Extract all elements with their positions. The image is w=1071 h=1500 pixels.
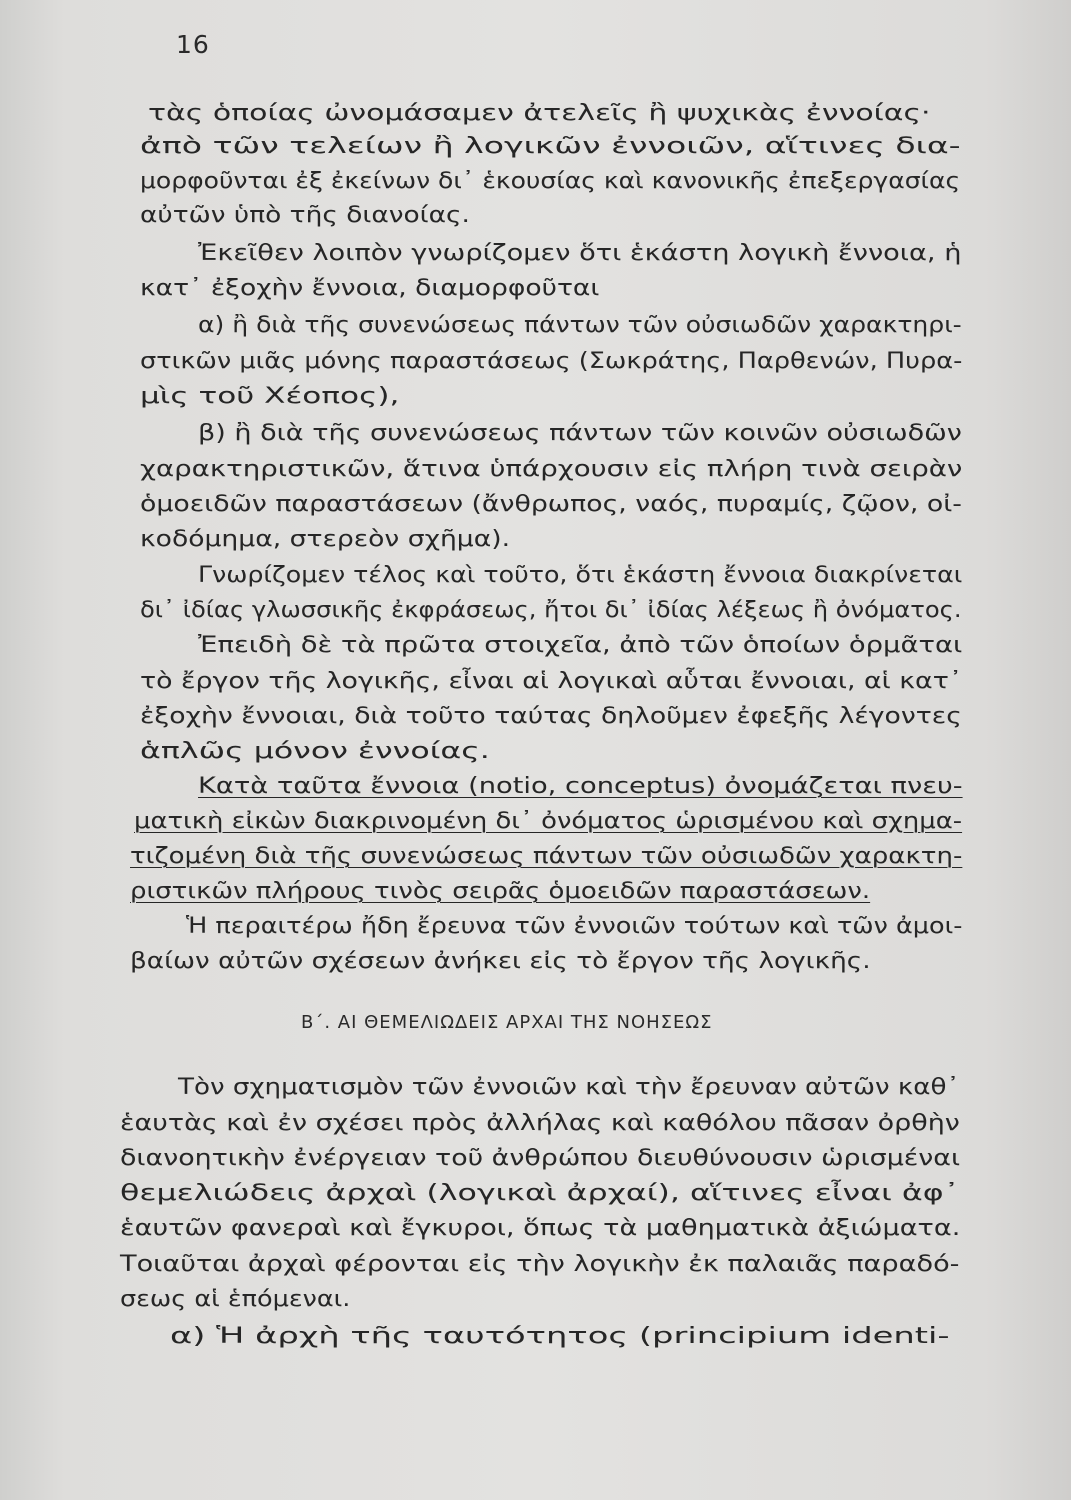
text-line: μὶς τοῦ Χέοπος), [140, 383, 400, 409]
text-line: ὁμοειδῶν παραστάσεων (ἄνθρωπος, ναός, πυραμίς, ζῷον, οἰ- [140, 491, 962, 517]
text-line: Τοιαῦται ἀρχαὶ φέρονται εἰς τὴν λογικὴν ἐκ παλαιᾶς παραδό- [120, 1251, 960, 1277]
definition-line: τιζομένη διὰ τῆς συνενώσεως πάντων τῶν οὐσιωδῶν χαρακτη- [130, 843, 963, 869]
text-line: α) ἢ διὰ τῆς συνενώσεως πάντων τῶν οὐσιωδῶν χαρακτηρι- [198, 312, 962, 338]
text-line: ἐξοχὴν ἔννοιαι, διὰ τοῦτο ταύτας δηλοῦμεν ἐφεξῆς λέγοντες [140, 703, 962, 729]
text-line: Ἐκεῖθεν λοιπὸν γνωρίζομεν ὅτι ἑκάστη λογικὴ ἔννοια, ἡ [198, 240, 962, 266]
text-line: θεμελιώδεις ἀρχαὶ (λογικαὶ ἀρχαί), αἵτινες εἶναι ἀφ᾽ [120, 1180, 960, 1206]
text-line: ἁπλῶς μόνον ἐννοίας. [140, 738, 490, 764]
text-line: κατ᾽ ἐξοχὴν ἔννοια, διαμορφοῦται [140, 275, 600, 301]
text-line: β) ἢ διὰ τῆς συνενώσεως πάντων τῶν κοινῶν οὐσιωδῶν [198, 420, 962, 446]
text-line: χαρακτηριστικῶν, ἅτινα ὑπάρχουσιν εἰς πλήρη τινὰ σειρὰν [140, 456, 963, 482]
text-line: αὐτῶν ὑπὸ τῆς διανοίας. [140, 202, 470, 228]
text-line: Γνωρίζομεν τέλος καὶ τοῦτο, ὅτι ἑκάστη ἔννοια διακρίνεται [198, 562, 963, 588]
text-line: α) Ἡ ἀρχὴ τῆς ταυτότητος (principium identi- [170, 1323, 950, 1349]
text-line: διανοητικὴν ἐνέργειαν τοῦ ἀνθρώπου διευθύνουσιν ὡρισμέναι [120, 1145, 961, 1171]
text-line: τὰς ὁποίας ὠνομάσαμεν ἀτελεῖς ἢ ψυχικὰς ἐννοίας· [148, 100, 931, 126]
text-line: ἑαυτῶν φανεραὶ καὶ ἔγκυροι, ὅπως τὰ μαθηματικὰ ἀξιώματα. [120, 1215, 961, 1241]
text-line: τὸ ἔργον τῆς λογικῆς, εἶναι αἱ λογικαὶ αὗται ἔννοιαι, αἱ κατ᾽ [140, 668, 963, 694]
text-line: δι᾽ ἰδίας γλωσσικῆς ἐκφράσεως, ἤτοι δι᾽ ἰδίας λέξεως ἢ ὀνόματος. [140, 597, 962, 623]
text-line: κοδόμημα, στερεὸν σχῆμα). [140, 526, 511, 552]
text-line: ἑαυτὰς καὶ ἐν σχέσει πρὸς ἀλλήλας καὶ καθόλου πᾶσαν ὀρθὴν [120, 1110, 960, 1136]
definition-line: ματικὴ εἰκὼν διακρινομένη δι᾽ ὀνόματος ὡρισμένου καὶ σχημα- [134, 808, 963, 834]
text-line: Τὸν σχηματισμὸν τῶν ἐννοιῶν καὶ τὴν ἔρευναν αὐτῶν καθ᾽ [178, 1074, 960, 1100]
text-line: ἀπὸ τῶν τελείων ἢ λογικῶν ἐννοιῶν, αἵτινες δια- [140, 133, 961, 159]
text-line: μορφοῦνται ἐξ ἐκείνων δι᾽ ἑκουσίας καὶ κανονικῆς ἐπεξεργασίας [140, 168, 961, 194]
text-line: Ἡ περαιτέρω ἤδη ἔρευνα τῶν ἐννοιῶν τούτων καὶ τῶν ἀμοι- [186, 913, 963, 939]
text-line: σεως αἱ ἑπόμεναι. [120, 1286, 351, 1312]
text-line: στικῶν μιᾶς μόνης παραστάσεως (Σωκράτης, Παρθενών, Πυρα- [140, 348, 963, 374]
page-number: 16 [176, 30, 210, 59]
text-line: Ἐπειδὴ δὲ τὰ πρῶτα στοιχεῖα, ἀπὸ τῶν ὁποίων ὁρμᾶται [198, 632, 963, 658]
section-heading: Β΄. ΑΙ ΘΕΜΕΛΙΩΔΕΙΣ ΑΡΧΑΙ ΤΗΣ ΝΟΗΣΕΩΣ [301, 1012, 713, 1033]
text-line: βαίων αὐτῶν σχέσεων ἀνήκει εἰς τὸ ἔργον τῆς λογικῆς. [130, 948, 871, 974]
definition-line: Κατὰ ταῦτα ἔννοια (notio, conceptus) ὀνομάζεται πνευ- [198, 773, 963, 799]
definition-line: ριστικῶν πλήρους τινὸς σειρᾶς ὁμοειδῶν παραστάσεων. [130, 878, 871, 904]
